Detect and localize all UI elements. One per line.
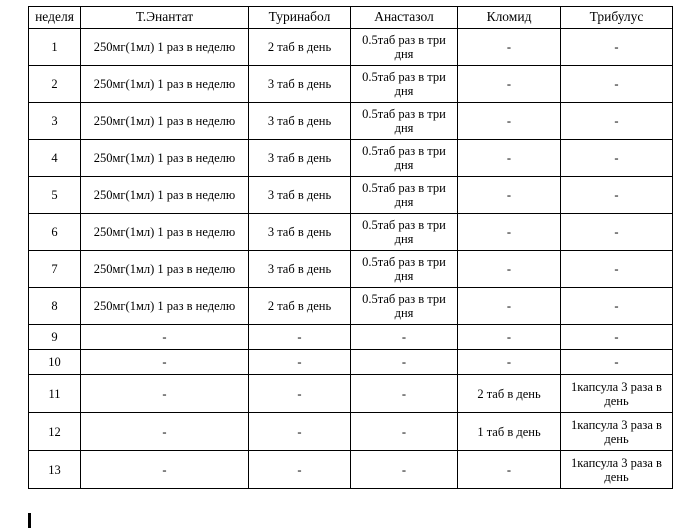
week-cell: 3 <box>29 103 81 140</box>
turinabol-cell: 3 таб в день <box>249 251 351 288</box>
enanthate-cell: - <box>81 350 249 375</box>
clomid-cell: 1 таб в день <box>458 413 561 451</box>
clomid-cell: - <box>458 325 561 350</box>
anastazol-cell: 0.5таб раз в три дня <box>351 214 458 251</box>
tribulus-cell: - <box>561 350 673 375</box>
column-header-enanthate: Т.Энантат <box>81 7 249 29</box>
turinabol-cell: - <box>249 325 351 350</box>
tribulus-cell: 1капсула 3 раза в день <box>561 413 673 451</box>
tribulus-cell: - <box>561 325 673 350</box>
table-row <box>29 140 673 177</box>
anastazol-cell: 0.5таб раз в три дня <box>351 66 458 103</box>
week-cell: 13 <box>29 451 81 489</box>
table-row <box>29 350 673 375</box>
anastazol-cell: - <box>351 325 458 350</box>
anastazol-cell: 0.5таб раз в три дня <box>351 140 458 177</box>
turinabol-cell: 3 таб в день <box>249 66 351 103</box>
column-header-anastazol: Анастазол <box>351 7 458 29</box>
table-row <box>29 451 673 489</box>
enanthate-cell: - <box>81 325 249 350</box>
week-cell: 1 <box>29 29 81 66</box>
clomid-cell: - <box>458 451 561 489</box>
tribulus-cell: - <box>561 29 673 66</box>
clomid-cell: - <box>458 251 561 288</box>
turinabol-cell: - <box>249 413 351 451</box>
enanthate-cell: - <box>81 375 249 413</box>
anastazol-cell: 0.5таб раз в три дня <box>351 177 458 214</box>
tribulus-cell: - <box>561 288 673 325</box>
turinabol-cell: 3 таб в день <box>249 177 351 214</box>
clomid-cell: 2 таб в день <box>458 375 561 413</box>
column-header-tribulus: Трибулус <box>561 7 673 29</box>
tribulus-cell: - <box>561 251 673 288</box>
table-row <box>29 214 673 251</box>
clomid-cell: - <box>458 140 561 177</box>
week-cell: 11 <box>29 375 81 413</box>
clomid-cell: - <box>458 103 561 140</box>
anastazol-cell: - <box>351 375 458 413</box>
turinabol-cell: - <box>249 350 351 375</box>
table-row <box>29 66 673 103</box>
header-row <box>29 7 673 29</box>
enanthate-cell: 250мг(1мл) 1 раз в неделю <box>81 214 249 251</box>
text-cursor-mark <box>28 513 31 528</box>
turinabol-cell: 3 таб в день <box>249 214 351 251</box>
enanthate-cell: 250мг(1мл) 1 раз в неделю <box>81 177 249 214</box>
week-cell: 4 <box>29 140 81 177</box>
table-row <box>29 251 673 288</box>
week-cell: 8 <box>29 288 81 325</box>
turinabol-cell: - <box>249 451 351 489</box>
week-cell: 5 <box>29 177 81 214</box>
turinabol-cell: 3 таб в день <box>249 103 351 140</box>
tribulus-cell: - <box>561 66 673 103</box>
table-row <box>29 375 673 413</box>
turinabol-cell: 2 таб в день <box>249 29 351 66</box>
clomid-cell: - <box>458 29 561 66</box>
enanthate-cell: 250мг(1мл) 1 раз в неделю <box>81 66 249 103</box>
anastazol-cell: - <box>351 350 458 375</box>
clomid-cell: - <box>458 177 561 214</box>
week-cell: 7 <box>29 251 81 288</box>
clomid-cell: - <box>458 288 561 325</box>
anastazol-cell: - <box>351 451 458 489</box>
anastazol-cell: 0.5таб раз в три дня <box>351 251 458 288</box>
table-row <box>29 325 673 350</box>
week-cell: 9 <box>29 325 81 350</box>
enanthate-cell: 250мг(1мл) 1 раз в неделю <box>81 140 249 177</box>
clomid-cell: - <box>458 66 561 103</box>
week-cell: 12 <box>29 413 81 451</box>
week-cell: 10 <box>29 350 81 375</box>
table-row <box>29 413 673 451</box>
tribulus-cell: - <box>561 103 673 140</box>
tribulus-cell: 1капсула 3 раза в день <box>561 375 673 413</box>
anastazol-cell: 0.5таб раз в три дня <box>351 103 458 140</box>
anastazol-cell: 0.5таб раз в три дня <box>351 29 458 66</box>
table-row <box>29 29 673 66</box>
column-header-clomid: Кломид <box>458 7 561 29</box>
turinabol-cell: 3 таб в день <box>249 140 351 177</box>
week-cell: 6 <box>29 214 81 251</box>
enanthate-cell: - <box>81 413 249 451</box>
turinabol-cell: 2 таб в день <box>249 288 351 325</box>
clomid-cell: - <box>458 350 561 375</box>
enanthate-cell: 250мг(1мл) 1 раз в неделю <box>81 288 249 325</box>
column-header-week: неделя <box>29 7 81 29</box>
anastazol-cell: - <box>351 413 458 451</box>
turinabol-cell: - <box>249 375 351 413</box>
column-header-turinabol: Туринабол <box>249 7 351 29</box>
table-row <box>29 177 673 214</box>
enanthate-cell: 250мг(1мл) 1 раз в неделю <box>81 251 249 288</box>
tribulus-cell: 1капсула 3 раза в день <box>561 451 673 489</box>
week-cell: 2 <box>29 66 81 103</box>
anastazol-cell: 0.5таб раз в три дня <box>351 288 458 325</box>
enanthate-cell: 250мг(1мл) 1 раз в неделю <box>81 29 249 66</box>
table-row <box>29 288 673 325</box>
enanthate-cell: - <box>81 451 249 489</box>
enanthate-cell: 250мг(1мл) 1 раз в неделю <box>81 103 249 140</box>
tribulus-cell: - <box>561 140 673 177</box>
steroid-cycle-table <box>28 6 673 489</box>
tribulus-cell: - <box>561 214 673 251</box>
table-row <box>29 103 673 140</box>
clomid-cell: - <box>458 214 561 251</box>
tribulus-cell: - <box>561 177 673 214</box>
